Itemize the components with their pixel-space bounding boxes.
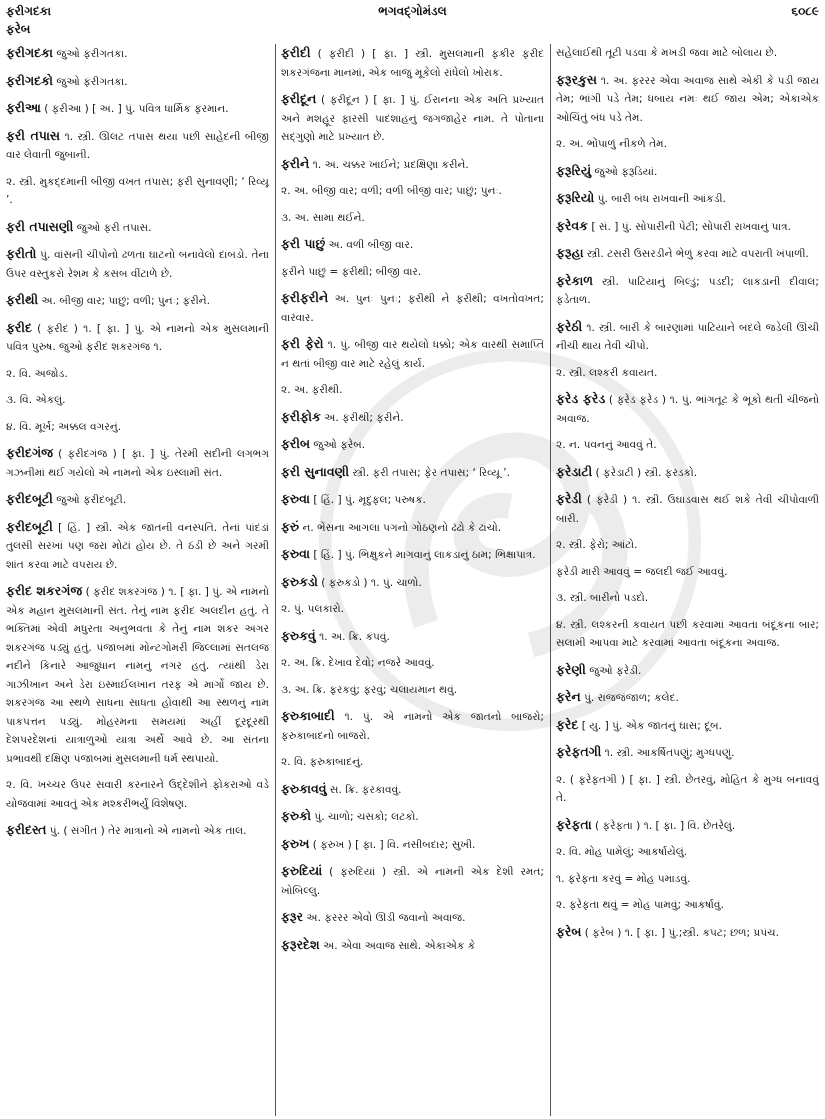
entry-definition: સ. ક્રિ. ફરકાવવું. (326, 783, 402, 796)
entry-definition: જુઓ ફરેડી. (585, 664, 642, 677)
dictionary-entry (6, 245, 269, 283)
dictionary-entry (556, 816, 819, 836)
entry-definition: ( ફરેડ ફરેડ ) ૧. પું. ભાંગતૂટ કે ભૂકો થતી ચીજનો અવાજ. (556, 394, 819, 425)
entry-headword: ફરુદિયાં (281, 863, 323, 878)
dictionary-entry (281, 835, 544, 855)
entry-headword: ફરેકાળ (556, 272, 594, 288)
dictionary-entry (556, 463, 819, 483)
dictionary-entry (6, 218, 269, 238)
entry-definition: ( ફરેડી ) ૧. સ્ત્રી. ઉઘાડવાસ થઈ શકે તેવી ચીપોવાળી બારી. (556, 494, 819, 525)
entry-definition: ( ફરેડાટી ) સ્ત્રી. ફરડકો. (592, 466, 698, 479)
dictionary-entry (556, 589, 819, 608)
entry-definition: ૨. અ. ફરીથી. (281, 384, 343, 396)
entry-definition: ૨. સ્ત્રી. લશ્કરી કવાયત. (556, 366, 658, 379)
dictionary-entry (6, 391, 269, 410)
dictionary-entry (556, 771, 819, 808)
dictionary-entry (281, 518, 544, 538)
entry-definition: અ. ફરીથી; ફરીને. (320, 411, 404, 424)
dictionary-entry (281, 44, 544, 82)
entry-headword: ફરીબ (281, 436, 311, 451)
dictionary-entry (281, 545, 544, 565)
entry-definition: ( ફરીદી ) [ ફા. ] સ્ત્રી. મુસલમાની ફકીર ફરીદ શકરગંજના માનમાં, એક બાજુ મૂકેલો રાંધેલો ખોરાક. (281, 48, 544, 79)
entry-definition: પું. ચાળો; ચસકો; લટકો. (311, 811, 419, 823)
dictionary-entry (556, 923, 819, 943)
entry-headword: ફરું (281, 518, 300, 534)
entry-definition: સ્ત્રી. ટસરી ઉસરડીને ભેળું કરવા માટે વપરાતી ખંપાળી. (583, 248, 809, 260)
entry-definition: ફરીને પાછું = ફરીથી; બીજી વાર. (281, 265, 422, 278)
dictionary-entry (556, 244, 819, 264)
entry-headword: ફરુકાવવું (281, 780, 327, 796)
entry-definition: ( ફરુખ ) [ ફા. ] વિ. નસીબદાર; સુખી. (309, 838, 476, 851)
header-first-word: ફરીગદકા (6, 4, 52, 18)
entry-definition: પું. બારી બંધ રાખવાની આંકડી. (594, 193, 726, 205)
dictionary-entry (281, 936, 544, 956)
dictionary-entry (281, 90, 544, 147)
entry-definition: જુઓ ફરીદબૂટી. (52, 494, 127, 506)
entry-definition: ૨. વિ. અજોડ. (6, 367, 68, 380)
entry-definition: ૩. અ. ક્રિ. ફરકવું; ફરવું; ચલાયમાન થવું. (281, 683, 458, 696)
entry-definition: સ્ત્રી. પાટિયાનું બિલ્ડું; પડદી; લાકડાની દીવાલ; ફડેતાળ. (556, 275, 819, 306)
entry-definition: ૧. પું. બીજી વાર થયેલો ધક્કો; એક વારથી સમાપ્તિ ન થતાં બીજી વાર માટે રહેલું કાર્ય. (281, 339, 544, 370)
dictionary-entry (556, 536, 819, 555)
dictionary-entry (281, 490, 544, 510)
dictionary-entry (6, 319, 269, 357)
dictionary-entry (281, 780, 544, 800)
entry-definition: ( ફરીદ શકરગંજ ) ૧. [ ફા. ] પું. એ નામનો એક મહાન મુસલમાની સંત. તેનું નામ ફરીદ અલદીન હતું. તે ભક્તિમાં એવી મધુરતા અનુભવતા કે તેનું નામ શકર અગર શકરગંજ પડ્યું હતું. પંજાબમાં મોન્ટગોમરી જિલ્લામાં સતલજ નદીને કિનારે આજુધાન નામનું નગર હતું. ત્યાંથી ડેરા ગાઝીખાન અને ડેરા ઇસ્માઈલખાન તરફ એ માર્ગો જાય છે. શકરગંજ આ સ્થળે સાધના સાધતા હોવાથી આ સ્થળનું નામ પાકપત્તન પડ્યું. મોહરમના સમયમાં અહીં દૂરદૂરથી દેશપરદેશનાં યાત્રાળુઓ યાત્રા અર્થે આવે છે. આ સંતના પ્રભાવથી દક્ષિણ પંજાબમાં મુસલમાની ધર્મ સ્થપાયો. (6, 586, 269, 765)
dictionary-entry (6, 72, 269, 92)
entry-definition: ( ફરેબ ) ૧. [ ફા. ] પું.;સ્ત્રી. કપટ; છળ; પ્રપંચ. (581, 926, 779, 939)
dictionary-entry (556, 217, 819, 237)
entry-headword: ફરુવા (281, 491, 310, 506)
dictionary-entry (281, 463, 544, 483)
entry-definition: પું. વાંસની ચીપોનો ઢળતા ઘાટનો બનાવેલો દાબડો. તેના ઉપર વસ્તુકરો રેશમ કે કસબ વીંટાળે છે. (6, 249, 269, 280)
entry-headword: ફરેડ ફરેડ (556, 391, 606, 406)
dictionary-entry (6, 776, 269, 813)
entry-headword: ફરીફોક (281, 408, 321, 424)
entry-definition: અ. વળી બીજી વાર. (325, 239, 414, 251)
dictionary-entry (556, 436, 819, 455)
column-1 (6, 44, 269, 1116)
entry-definition: ન. ભેંસના આગલા પગનો ગોઠણનો ઢંઢો કે ઢાંચો. (299, 521, 502, 534)
entry-definition: ( ફરીઆ ) [ અ. ] પું. પવિત્ર ધાર્મિક ફરમાન. (40, 103, 229, 115)
entry-definition: ૨. અ. ભોંપાળું નીકળે તેમ. (556, 138, 667, 150)
dictionary-entry (556, 896, 819, 915)
entry-definition: અ. પુનઃ પુનઃ; ફરીથી ને ફરીથી; વખતોવખત; વારંવાર. (281, 293, 544, 324)
column-2 (275, 44, 544, 1116)
entry-definition: ( ફરીદૂન ) [ ફા. ] પું. ઈરાનના એક અતિ પ્રખ્યાત અને મશહૂર ફારસી પાદશાહનું જગજાહેર નામ. તે પોતાના સદ્ગુણો માટે પ્રખ્યાત છે. (281, 94, 544, 143)
dictionary-entry (281, 627, 544, 647)
entry-definition: જુઓ ફરી તપાસ. (73, 221, 152, 234)
entry-headword: ફરૂહા (556, 245, 584, 260)
dictionary-entry (281, 235, 544, 255)
dictionary-entry (556, 688, 819, 708)
dictionary-entry (281, 600, 544, 619)
entry-headword: ફરીદસ્ત (6, 822, 47, 837)
dictionary-entry (6, 418, 269, 437)
entry-headword: ફરી તપાસ (6, 127, 61, 143)
dictionary-entry (556, 44, 819, 63)
entry-headword: ફરીદ (6, 319, 32, 335)
dictionary-entry (281, 654, 544, 673)
entry-definition: ૩. વિ. એકલું. (6, 394, 66, 406)
dictionary-entry (281, 807, 544, 827)
entry-definition: [ સં. ] પું. સોપારીની પેટી; સોપારી રાખવાનું પાત્ર. (588, 220, 791, 233)
entry-headword: ફરી સુનાવણી (281, 463, 350, 479)
dictionary-entry (556, 616, 819, 653)
entry-headword: ફરૂરિયું (556, 162, 592, 178)
entry-definition: જુઓ ફરૂડિયાં. (591, 165, 658, 178)
entry-definition: ૧. અ. ક્રિ. કંપવું. (315, 630, 390, 643)
dictionary-entry (6, 821, 269, 841)
entry-headword: ફરીથી (6, 292, 39, 307)
dictionary-entry (556, 661, 819, 681)
dictionary-entry (281, 707, 544, 745)
dictionary-entry (281, 182, 544, 201)
entry-definition: ૧. સ્ત્રી. બારી કે બારણામાં પાટિયાને બદલે જડેલી ઊંચી નીચી થાય તેવી ચીપો. (556, 321, 819, 352)
entry-definition: ( ફરીદગંજ ) [ ફા. ] પું. તેરમી સદીની લગભગ ગઝનીમાં થઈ ગયેલો એ નામનો એક ઇસ્લામી સંત. (6, 448, 269, 479)
entry-definition: ફરેડી મારી આવવું = જલદી જઈ આવવું. (556, 565, 728, 578)
dictionary-entry (281, 155, 544, 175)
entry-headword: ફરેફતા (556, 816, 592, 832)
entry-definition: જુઓ ફરીગતકા. (52, 48, 128, 60)
column-3 (550, 44, 819, 1116)
entry-headword: ફરૂરિયો (556, 190, 595, 205)
dictionary-entry (6, 99, 269, 119)
entry-definition: ૨. વિ. ફરુકાબાદનું. (281, 756, 364, 768)
dictionary-entry (281, 908, 544, 928)
dictionary-entry (281, 289, 544, 327)
entry-headword: ફરેન (556, 689, 581, 704)
entry-headword: ફરેઠી (556, 318, 583, 334)
dictionary-entry (556, 162, 819, 182)
dictionary-entry (556, 843, 819, 862)
entry-headword: ફરૂર (281, 909, 304, 924)
entry-headword: ફરેડાટી (556, 463, 593, 479)
entry-headword: ફરીગદકા (6, 45, 53, 60)
entry-definition: ૩. સ્ત્રી. બારીનો પડદો. (556, 592, 649, 604)
dictionary-entry (556, 272, 819, 310)
dictionary-entry (6, 518, 269, 575)
dictionary-entry (281, 335, 544, 373)
entry-definition: ૧. ફરેફતા કરવું = મોહ પમાડવું. (556, 872, 691, 885)
entry-definition: ૨. અ. ક્રિ. દેખાવ દેવો; નજરે આવવું. (281, 657, 435, 669)
entry-headword: ફરીગદકો (6, 72, 54, 88)
entry-headword: ફરીદી (281, 45, 311, 60)
dictionary-entry (281, 681, 544, 700)
dictionary-entry (556, 135, 819, 154)
entry-definition: જુઓ ફરીગતકા. (53, 75, 128, 88)
entry-definition: ૨. સ્ત્રી. ફેરો; આંટો. (556, 539, 638, 551)
entry-headword: ફરીતો (6, 246, 37, 261)
entry-definition: ( ફરેફતા ) ૧. [ ફા. ] વિ. છેતરેલું. (591, 819, 736, 832)
entry-headword: ફરીદબૂટી (6, 518, 53, 534)
entry-headword: ફરીફરીને (281, 290, 329, 305)
entry-definition: સહેલાઈથી તૂટી પડવા કે મખડી જવા માટે બોલાય છે. (556, 47, 778, 59)
dictionary-columns (6, 44, 819, 1116)
dictionary-entry (556, 390, 819, 428)
dictionary-entry (281, 435, 544, 455)
entry-headword: ફરેડી (556, 491, 582, 506)
dictionary-entry (281, 753, 544, 772)
entry-headword: ફરુખ (281, 835, 310, 851)
entry-headword: ફરેણી (556, 661, 586, 677)
entry-definition: ૪. વિ. મૂર્ખ; અક્કલ વગરનું. (6, 420, 122, 433)
entry-definition: ૨. ( ફરેફતગી ) [ ફા. ] સ્ત્રી. છેતરવું, મોહિત કે મુગ્ધ બનાવવું તે. (556, 773, 819, 804)
entry-headword: ફરીદૂન (281, 91, 317, 106)
dictionary-entry (6, 582, 269, 768)
entry-definition: અ. એવા અવાજ સાથે. એકાએક કે (319, 939, 476, 952)
entry-definition: ૧. અ. ચક્કર ખાઈને; પ્રદક્ષિણા કરીને. (309, 158, 469, 171)
entry-definition: ૨. ન. પવનનું આવવું તે. (556, 439, 657, 451)
dictionary-entry (6, 291, 269, 311)
dictionary-entry (6, 365, 269, 384)
dictionary-entry (281, 209, 544, 228)
dictionary-entry (6, 444, 269, 482)
entry-definition: ૪. સ્ત્રી. લશ્કરની કવાયત પછી કરવામાં આવતા બંદૂકના બાર; સલામી આપવા માટે કરવામાં આવતા બંદૂકના અવાજ. (556, 618, 819, 649)
entry-headword: ફરેફતગી (556, 744, 602, 759)
entry-headword: ફરુકાબાદી (281, 708, 335, 723)
entry-headword: ફરુકવું (281, 627, 316, 643)
dictionary-entry (556, 563, 819, 582)
entry-definition: ૨. પું. પલકારો. (281, 603, 345, 615)
entry-definition: ૧. સ્ત્રી. આકર્ષિતપણું; મુગ્ધપણું. (601, 747, 735, 759)
page-header (6, 2, 819, 22)
dictionary-entry (556, 716, 819, 736)
header-title: ભગવદ્ગોમંડલ (378, 4, 447, 18)
entry-headword: ફરીને (281, 155, 310, 171)
dictionary-entry (281, 263, 544, 282)
dictionary-entry (281, 573, 544, 593)
entry-headword: ફરુવા (281, 546, 310, 561)
entry-headword: ફરી તપાસણી (6, 218, 74, 234)
entry-definition: ( ફરુદિયાં ) સ્ત્રી. એ નામની એક દેશી રમત; ખોબિલ્લુ. (281, 866, 544, 897)
entry-definition: જુઓ ફરેબ. (310, 439, 366, 451)
entry-definition: ૨. સ્ત્રી. મુકદ્દમાની બીજી વખત તપાસ; ફરી સુનાવણી; ‘ રિવ્યૂ ’. (6, 175, 269, 206)
entry-definition: [ હિં. ] સ્ત્રી. એક જાતની વનસ્પતિ. તેનાં પાંદડાં તુલસી સરખાં પણ જરા મોટાં હોય છે. તે ઠંડી છે અને ગરમી શાંત કરવા માટે વપરાય છે. (6, 521, 269, 571)
entry-headword: ફરીદ શકરગંજ (6, 583, 83, 598)
header-last-word: ફરેબ (6, 22, 31, 36)
entry-headword: ફરેબ (556, 923, 582, 939)
dictionary-entry (6, 173, 269, 210)
dictionary-entry (281, 408, 544, 428)
entry-definition: ( ફરુકડો ) ૧. પું. ચાળો. (317, 576, 422, 589)
entry-headword: ફરીઆ (6, 100, 41, 115)
dictionary-entry (556, 364, 819, 383)
entry-definition: પું. ( સંગીત ) તેર માત્રાનો એ નામનો એક તાલ. (46, 825, 247, 837)
entry-definition: ૧. અ. ફરરર એવા અવાજ સાથે એકી કે પડી જાય તેમ; ભાંગી પડે તેમ; ધબાય નમઃ થઈ જાય એમ; એકાએક ઓચિંતું બંધ પડે તેમ. (556, 74, 819, 124)
entry-headword: ફરૂરદેશ (281, 936, 320, 952)
dictionary-entry (556, 318, 819, 356)
dictionary-entry (556, 870, 819, 889)
entry-headword: ફરેદ (556, 716, 579, 732)
entry-definition: [ હિં. ] પું. ભિક્ષુકને માગવાનું લાકડાનું ઠામ; ભિક્ષાપાત્ર. (309, 549, 536, 561)
entry-headword: ફરુકો (281, 808, 312, 823)
page-number: ૬૦૮૯ (791, 4, 819, 18)
entry-definition: [ હિં. ] પું. મૃદુફલ; પરુષક. (309, 494, 426, 506)
entry-headword: ફરીદબૂટી (6, 491, 53, 506)
entry-definition: [ યુ. ] પું. એક જાતનું ઘાસ; દૂબ. (578, 719, 723, 732)
entry-definition: ૨. અ. બીજી વાર; વળી; વળી બીજી વાર; પાછું; પુનઃ. (281, 185, 502, 197)
dictionary-entry (6, 44, 269, 64)
entry-headword: ફરુકડો (281, 573, 318, 589)
entry-definition: ૨. વિ. ખચ્ચર ઉપર સવારી કરનારને ઉદ્દેશીને ફોકરાઓ વડે યોજવામાં આવતું એક મશ્કરીભર્યું વિશેષણ. (6, 779, 269, 810)
entry-definition: અ. બીજી વાર; પાછું; વળી; પુનઃ; ફરીને. (38, 295, 210, 307)
entry-definition: ૧. પું. એ નામનો એક જાતનો બાજરો; ફરુકાબાદનો બાજરો. (281, 711, 544, 742)
entry-definition: ( ફરીદ ) ૧. [ ફા. ] પું. એ નામનો એક મુસલમાની પવિત્ર પુરુષ. જુઓ ફરીદ શકરગંજ ૧. (6, 322, 269, 353)
entry-headword: ફરીદગંજ (6, 445, 53, 460)
entry-definition: ૨. ફરેફતા થવું = મોહ પામવું; આકર્ષાવું. (556, 899, 724, 911)
entry-headword: ફરી પાછું (281, 236, 326, 251)
entry-definition: ૩. અ. સામા થઈને. (281, 211, 365, 224)
dictionary-entry (6, 490, 269, 510)
entry-definition: સ્ત્રી. ફરી તપાસ; ફેર તપાસ; ‘ રિવ્યૂ ’. (349, 466, 510, 479)
dictionary-entry (556, 71, 819, 128)
entry-definition: અ. ફરરર એવો ઊડી જવાનો અવાજ. (303, 912, 466, 924)
entry-definition: ૧. સ્ત્રી. ઊલટ તપાસ થયા પછી સાહેદની બીજી વાર લેવાતી જુબાની. (6, 130, 269, 161)
entry-headword: ફરી ફેરો (281, 336, 324, 351)
dictionary-entry (556, 743, 819, 763)
dictionary-entry (281, 381, 544, 400)
dictionary-entry (556, 189, 819, 209)
dictionary-entry (6, 127, 269, 165)
dictionary-entry (556, 490, 819, 528)
entry-headword: ફરૂરકુસ (556, 71, 597, 87)
entry-definition: ૨. વિ. મોહ પામેલું; આકર્ષાયેલું. (556, 846, 688, 858)
entry-headword: ફરેવક (556, 217, 589, 233)
dictionary-entry (281, 862, 544, 900)
entry-definition: પું. રાજજંજાળ; કલેદ. (580, 692, 679, 704)
